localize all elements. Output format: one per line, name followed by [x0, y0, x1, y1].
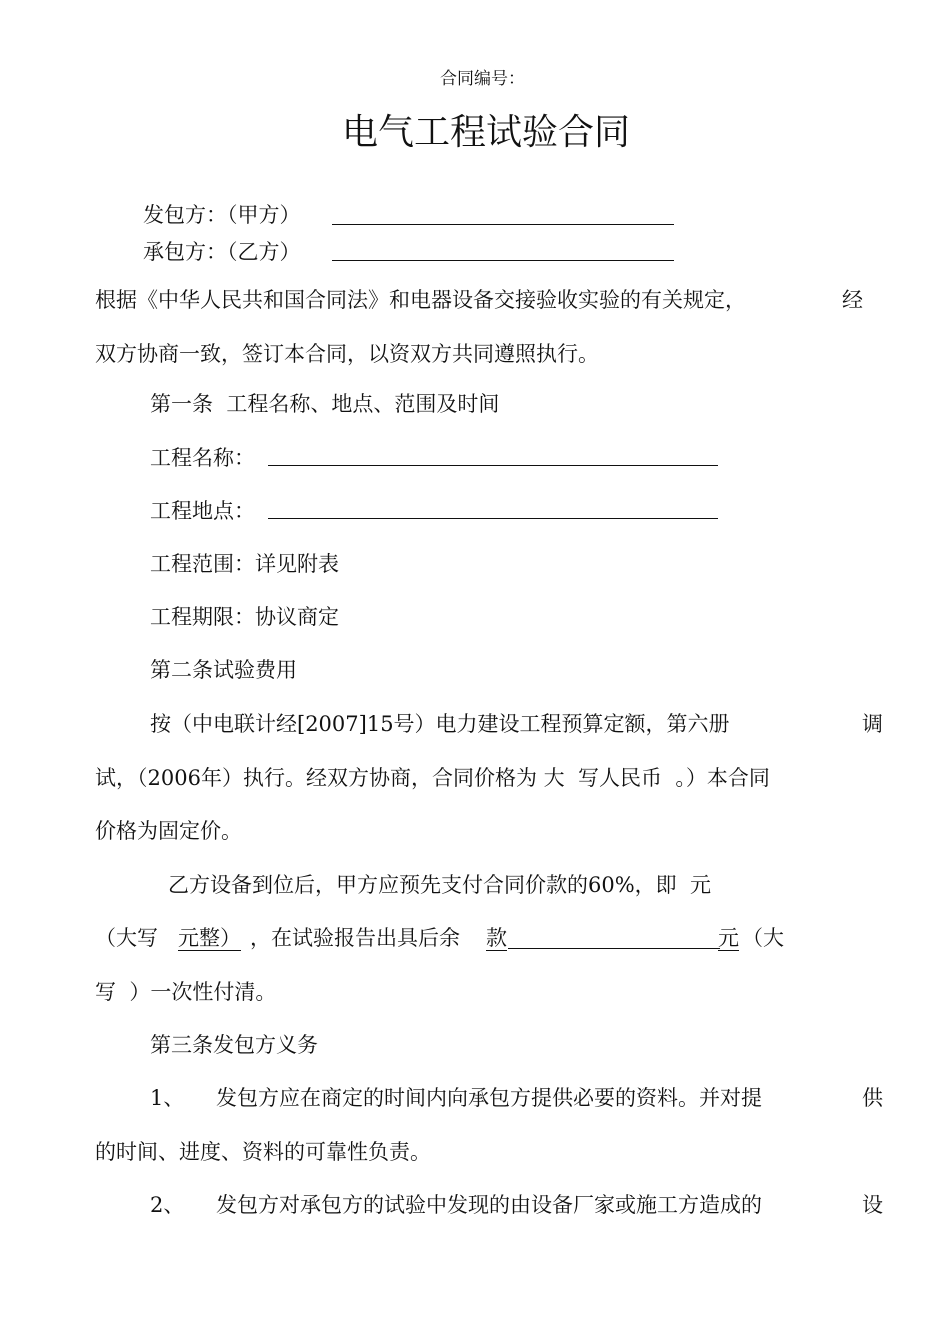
item-1-line-1-end: 供 — [862, 1086, 883, 1110]
item-1-number: 1、 — [150, 1086, 185, 1110]
contract-number-label: 合同编号： — [440, 69, 525, 89]
balance-blank-line — [508, 948, 720, 949]
article-1-heading: 第一条 工程名称、地点、范围及时间 — [150, 392, 500, 416]
payment-line-3: 写 ）一次性付清。 — [95, 980, 277, 1004]
document-title: 电气工程试验合同 — [342, 112, 631, 153]
employer-blank-line — [332, 224, 674, 225]
payment-line-1: 乙方设备到位后，甲方应预先支付合同价款的60%，即 元 — [168, 873, 712, 897]
item-1-line-2: 的时间、进度、资料的可靠性负责。 — [95, 1140, 431, 1164]
intro-line-2: 双方协商一致，签订本合同，以资双方共同遵照执行。 — [95, 342, 599, 366]
payment-line-2-amount-words: 元整） — [178, 926, 241, 950]
project-name-label: 工程名称： — [150, 446, 255, 470]
contractor-label: 承包方：（乙方） — [143, 240, 301, 264]
project-location-label: 工程地点： — [150, 499, 255, 523]
payment-line-2-a: （大写 — [95, 926, 172, 950]
fee-paragraph-line-1: 按（中电联计经[2007]15号）电力建设工程预算定额，第六册 — [150, 712, 730, 736]
article-3-heading: 第三条发包方义务 — [150, 1033, 318, 1057]
project-scope: 工程范围：详见附表 — [150, 552, 339, 576]
fee-paragraph-line-2: 试，（2006年）执行。经双方协商，合同价格为 大 写人民币 。）本合同 — [95, 766, 770, 790]
contractor-blank-line — [332, 260, 674, 261]
payment-line-2-f: （大 — [742, 926, 784, 950]
item-2-line-1-end: 设 — [862, 1193, 883, 1217]
payment-line-2-d: 款 — [486, 926, 507, 950]
item-1-line-1: 发包方应在商定的时间内向承包方提供必要的资料。并对提 — [216, 1086, 762, 1110]
fee-paragraph-line-1-end: 调 — [862, 712, 883, 736]
employer-label: 发包方：（甲方） — [143, 203, 301, 227]
item-2-number: 2、 — [150, 1193, 185, 1217]
project-period: 工程期限：协议商定 — [150, 605, 339, 629]
project-name-blank-line — [268, 465, 718, 466]
article-2-heading: 第二条试验费用 — [150, 658, 297, 682]
fee-paragraph-line-3: 价格为固定价。 — [95, 819, 242, 843]
intro-line-1: 根据《中华人民共和国合同法》和电器设备交接验收实验的有关规定， — [95, 288, 746, 312]
item-2-line-1: 发包方对承包方的试验中发现的由设备厂家或施工方造成的 — [216, 1193, 762, 1217]
intro-line-1-end: 经 — [842, 288, 863, 312]
payment-line-2-yuan: 元 — [718, 926, 739, 950]
project-location-blank-line — [268, 518, 718, 519]
payment-line-2-c: ，在试验报告出具后余 — [250, 926, 460, 950]
